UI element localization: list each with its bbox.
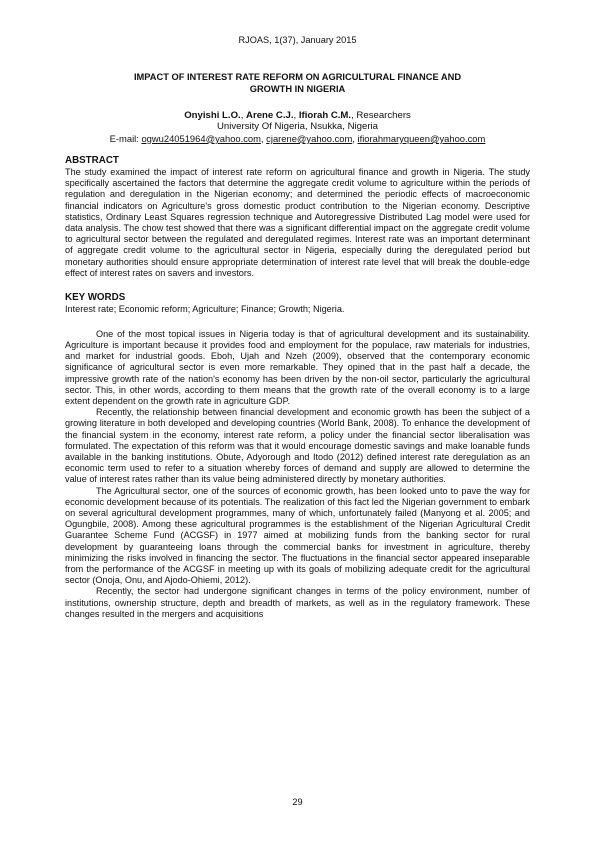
author-2: Arene C.J.	[246, 109, 294, 121]
email-separator-2: ,	[352, 132, 358, 144]
page-number: 29	[292, 797, 303, 807]
body-paragraph-4: Recently, the sector had undergone significant changes in terms of the policy environment, number of institutions, ownership structure, depth and breadth of markets, as well as in the regulatory framework. These changes resulted in the mergers and acquisitions	[65, 586, 530, 619]
keywords-text: Interest rate; Economic reform; Agriculture; Finance; Growth; Nigeria.	[65, 303, 345, 314]
content-column	[65, 72, 530, 620]
author-names	[65, 110, 530, 122]
title-line-1: IMPACT OF INTEREST RATE REFORM ON AGRICULTURAL FINANCE AND	[133, 72, 462, 82]
email-link-2[interactable]: cjarene@yahoo.com	[266, 132, 353, 144]
author-3: Ifiorah C.M.	[298, 109, 352, 121]
email-link-3[interactable]: ifiorahmaryqueen@yahoo.com	[357, 132, 486, 144]
title-line-2: GROWTH IN NIGERIA	[249, 83, 346, 94]
body-paragraph-3: The Agricultural sector, one of the sources of economic growth, has been looked unto to pave the way for economic development because of its potentials. The realization of this fact led the Nigerian government to embark on several agricultural development programmes, many of which, unfortunately failed (Manyong et al. 2005; and Ogungbile, 2008). Among these agricultural programmes is the establishment of the Nigerian Agricultural Credit Guarantee Scheme Fund (ACGSF) in 1977 aimed at mobilizing funds from the banking sector for rural development by guaranteeing loans through the commercial banks for investment in agriculture, thereby minimizing the risks involved in financing the sector. The fluctuations in the financial sector appeared inseparable from the performance of the ACGSF in meeting up with its goals of mobilizing adequate credit for the agricultural sector (Onoja, Onu, and Ajodo-Ohiemi, 2012).	[65, 485, 530, 586]
keywords-heading: KEY WORDS	[65, 292, 126, 303]
author-block	[65, 110, 530, 122]
body-paragraph-2: Recently, the relationship between financial development and economic growth has been the subject of a growing literature in both developed and developing countries (World Bank, 2008). To enhance the development of the financial system in the economy, interest rate reform, a policy under the financial sector liberalisation was formulated. The expectation of this reform was that it would encourage domestic savings and make loanable funds available in the banking institutions. Obute, Adyorough and Itodo (2012) defined interest rate deregulation as an economic term used to refer to a situation whereby forces of demand and supply are allowed to determine the value of interest rates rather than its value being administered directly by monetary authorities.	[65, 407, 530, 485]
author-1: Onyishi L.O.	[184, 109, 241, 121]
paper-title	[95, 72, 500, 96]
running-head: RJOAS, 1(37), January 2015	[238, 35, 357, 45]
abstract-text: The study examined the impact of interest rate reform on agricultural finance and growth in Nigeria. The study specifically ascertained the factors that determine the aggregate credit volume to agriculture within the periods of regulation and deregulation in the Nigerian economy; and determined the periodic effects of macroeconomic financial indicators on Agriculture's gross domestic product contribution to the Nigerian economy. Descriptive statistics, Ordinary Least Squares regression technique and Autoregressive Distributed Lag model were used for data analysis. The chow test showed that there was a significant differential impact on the aggregate credit volume to agricultural sector between the regulated and deregulated regimes. Interest rate was an important determinant of aggregate credit volume to the agricultural sector in Nigeria, especially during the deregulated period but monetary authorities should ensure appropriate determination of interest rate level that will break the double-edge effect of interest rates on savers and investors.	[65, 166, 530, 278]
author-separator-2: ,	[293, 109, 299, 121]
email-line	[65, 133, 530, 145]
affiliation: University Of Nigeria, Nsukka, Nigeria	[216, 121, 378, 133]
abstract-heading: ABSTRACT	[65, 155, 119, 167]
body-paragraph-1: One of the most topical issues in Nigeria today is that of agricultural development and its sustainability. Agriculture is important because it provides food and employment for the populace, raw materials for industries, and market for industrial goods. Eboh, Ujah and Nzeh (2009), observed that the contemporary economic significance of agricultural sector is even more remarkable. They opined that in the past half a decade, the impressive growth rate of the nation's economy has been driven by the non-oil sector, particularly the agricultural sector. This, in other words, according to them means that the growth rate of the overall economy is to a large extent dependent on the growth rate in agriculture GDP.	[65, 328, 530, 407]
author-role: , Researchers	[351, 109, 411, 121]
email-link-1[interactable]: ogwu24051964@yahoo.com	[141, 132, 261, 144]
author-separator-1: ,	[240, 109, 247, 121]
body-text	[65, 329, 530, 620]
email-separator-1: ,	[260, 132, 267, 144]
email-prefix: E-mail:	[109, 132, 142, 144]
